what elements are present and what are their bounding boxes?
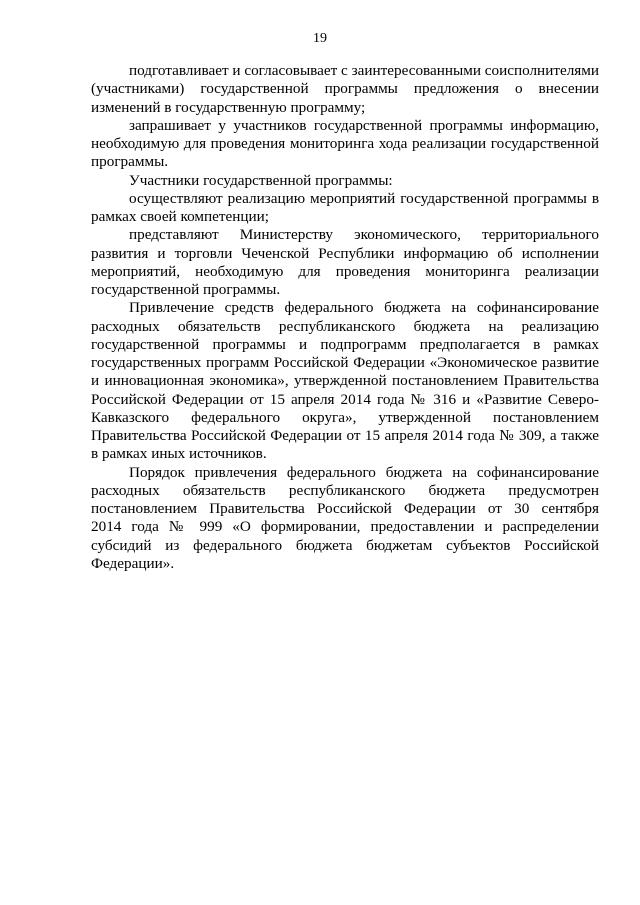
text-line: программы. [91,153,169,171]
text-line: необходимую для проведения мониторинга хода реализации государственной [91,135,599,152]
paragraph [91,117,599,172]
text-line: в рамках иных источников. [91,445,267,463]
text-line: (участниками) государственной программы предложения о внесении [91,80,599,98]
text-line: осуществляют реализацию мероприятий государственной программы в [129,189,599,207]
text-line: изменений в государственную программу; [91,98,366,116]
text-line: государственной программы и подпрограмм предполагается в рамках [91,335,599,353]
paragraph [91,172,599,190]
text-line: Привлечение средств федерального бюджета на софинансирование [129,299,599,317]
paragraph [91,226,599,299]
text-line: постановлением Правительства Российской Федерации от 30 сентября [91,500,599,517]
text-line: развития и торговли Чеченской Республики информацию об исполнении [91,244,599,262]
text-line: Российской Федерации от 15 апреля 2014 года № 316 и «Развитие Северо- [91,390,599,408]
text-line: мероприятий, необходимую для проведения мониторинга реализации [91,262,599,280]
text-line: расходных обязательств республиканского бюджета предусмотрен [91,481,599,499]
text-line: 2014 года № 999 «О формировании, предоставлении и распределении [91,518,599,536]
text-line: субсидий из федерального бюджета бюджетам субъектов Российской [91,536,599,554]
text-line: Участники государственной программы: [129,171,393,189]
text-line: государственной программы. [91,281,281,298]
paragraph [91,62,599,117]
page-number: 19 [313,31,327,46]
paragraph [91,464,599,574]
document-body [91,62,599,573]
text-line: Правительства Российской Федерации от 15 апреля 2014 года № 309, а также [91,427,599,444]
text-line: запрашивает у участников государственной программы информацию, [129,116,599,134]
paragraph [91,299,599,463]
text-line: государственных программ Российской Федерации «Экономическое развитие [91,354,599,371]
text-line: представляют Министерству экономического, территориального [129,226,599,244]
text-line: рамках своей компетенции; [91,208,269,225]
text-line: расходных обязательств республиканского бюджета на реализацию [91,317,599,335]
text-line: Федерации». [91,554,175,572]
text-line: подготавливает и согласовывает с заинтересованными соисполнителями [129,62,599,79]
text-line: Кавказского федерального округа», утвержденной постановлением [91,408,599,426]
text-line: и инновационная экономика», утвержденной постановлением Правительства [91,372,599,390]
text-line: Порядок привлечения федерального бюджета на софинансирование [129,463,599,481]
paragraph [91,190,599,227]
